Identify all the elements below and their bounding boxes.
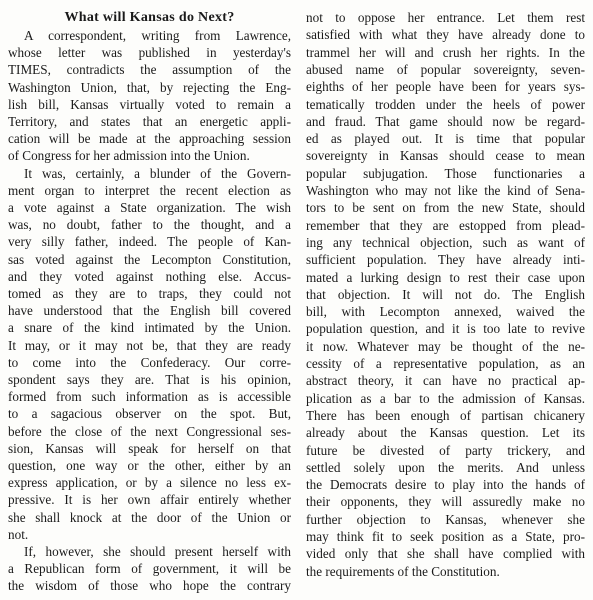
article-text-line: abused name of popular sovereignty, seven- [306, 61, 585, 77]
article-text-line: before the close of the next Congressional ses- [8, 423, 291, 439]
article-text-line: trammel her will and crush her rights. In the [306, 44, 585, 60]
article-text-line: popular subjugation. Those functionaries a [306, 165, 585, 181]
article-text-line: that objection. It will not do. The English [306, 286, 585, 302]
article-text-line: their opponents, they will assuredly make no [306, 494, 585, 510]
article-text-line: cessity of a representative population, as an [306, 356, 585, 371]
article-text-line: express application, or by a silence no less ex- [8, 475, 291, 491]
article-text-line: It was, certainly, a blunder of the Govern- [24, 165, 291, 181]
article-text-line: sas voted against the Lecompton Constitution, [8, 251, 291, 267]
article-title: What will Kansas do Next? [64, 10, 235, 25]
article-text-line: cation will be made at the approaching session [8, 131, 291, 147]
article-text-line: she shall knock at the door of the Union or [8, 509, 291, 525]
article-text-line: to come into the Confederacy. Our corre- [8, 354, 291, 370]
article-text-line: spondent says they are. That is his opinion, [8, 372, 291, 387]
article-text-line: sufficient population. They have already inti- [306, 252, 585, 268]
article-text-line: of Congress for her admission into the Union. [8, 148, 250, 164]
article-text-line: plication as a bar to the admission of Kansas. [306, 390, 585, 406]
article-text-line: further objection to Kansas, whenever she [306, 511, 585, 527]
article-text-line: Territory, and states that an energetic appli- [8, 114, 291, 129]
article-text-line: There has been enough of partisan chicanery [306, 407, 585, 423]
article-text-line: and they voted against nothing else. Accus- [8, 268, 291, 284]
article-text-line: mated a lurking design to rest their case upon [306, 269, 585, 285]
article-text-line: population question, and it is too late to revive [306, 321, 585, 337]
article-text-line: eighths of her people have been for years sys- [306, 79, 585, 95]
article-text-line: and fraud. That game should now be regard- [306, 113, 585, 129]
article-text-line: bill, with Lecompton annexed, waived the [306, 304, 585, 320]
article-text-line: Washington Union, that, by rejecting the Eng- [8, 79, 291, 95]
article-text-line: whose letter was published in yesterday's [8, 45, 291, 61]
article-text-line: very silly father, indeed. The people of Kan- [8, 234, 291, 250]
article-text-line: not to oppose her entrance. Let them rest [306, 10, 585, 25]
article-text-line: the wisdom of those who hope the contrary [8, 578, 291, 594]
article-text-line: sovereignty in Kansas should cease to mean [306, 148, 585, 164]
article-text-line: was, no doubt, father to the thought, and a [8, 217, 291, 233]
article-text-line: ing any technical objection, such as want of [306, 234, 585, 250]
article-text-line: not. [8, 526, 29, 542]
article-text-line: abstract theory, it can have no practical ap- [306, 373, 585, 389]
article-text-line: have understood that the English bill covered [8, 303, 291, 319]
article-text-line: satisfied with what they have already done to [306, 27, 585, 43]
article-text-line: the Democrats desire to play into the hands of [306, 477, 585, 493]
article-text-line: future be divested of party trickery, and [306, 442, 585, 458]
article-text-line: may think fit to seek position as a State, pro- [306, 529, 585, 544]
article-text-line: ed as played out. It is time that popular [306, 131, 585, 147]
article-text-line: sion, Kansas will speak for herself on that [8, 440, 291, 456]
article-text-line: If, however, she should present herself with [24, 544, 291, 559]
article-text-line: tors to be sent on from the new State, should [306, 200, 585, 216]
article-text-line: remember that they are estopped from plead- [306, 217, 585, 233]
article-text-line: It may, or it may not be, that they are ready [8, 337, 291, 353]
article-text-line: formed from such information as is accessible [8, 389, 291, 405]
article-text-line: a Republican form of government, it will be [8, 561, 291, 577]
article-text-line: already about the Kansas question. Let its [306, 425, 585, 441]
article-text-line: A correspondent, writing from Lawrence, [24, 28, 291, 43]
article-text-line: lish bill, Kansas virtually voted to remain a [8, 96, 291, 112]
article-text-line: TIMES, contradicts the assumption of the [8, 62, 291, 78]
article-text-line: to a sagacious observer on the spot. But, [8, 406, 291, 422]
article-text-line: vided only that she shall have complied with [306, 546, 585, 562]
article-text-line: tematically trodden under the heels of power [306, 96, 585, 112]
article-text-line: ment organ to interpret the recent election as [8, 182, 291, 198]
article-text-line: settled solely upon the merits. And unless [306, 459, 585, 475]
article-text-line: a snare of the kind intimated by the Union. [8, 320, 291, 336]
article-text-line: question, one way or the other, either by an [8, 458, 291, 473]
article-text-line: it now. Whatever may be thought of the ne- [306, 338, 585, 354]
article-text-line: a vote against a State organization. The wish [8, 200, 291, 215]
article-text-line: Washington who may not like the kind of Sena- [306, 183, 585, 198]
article-text-line: pressive. It is her own affair entirely whether [8, 492, 291, 508]
article-text-line: the requirements of the Constitution. [306, 563, 500, 579]
article-text-line: tomed as they are to traps, they could not [8, 286, 291, 301]
